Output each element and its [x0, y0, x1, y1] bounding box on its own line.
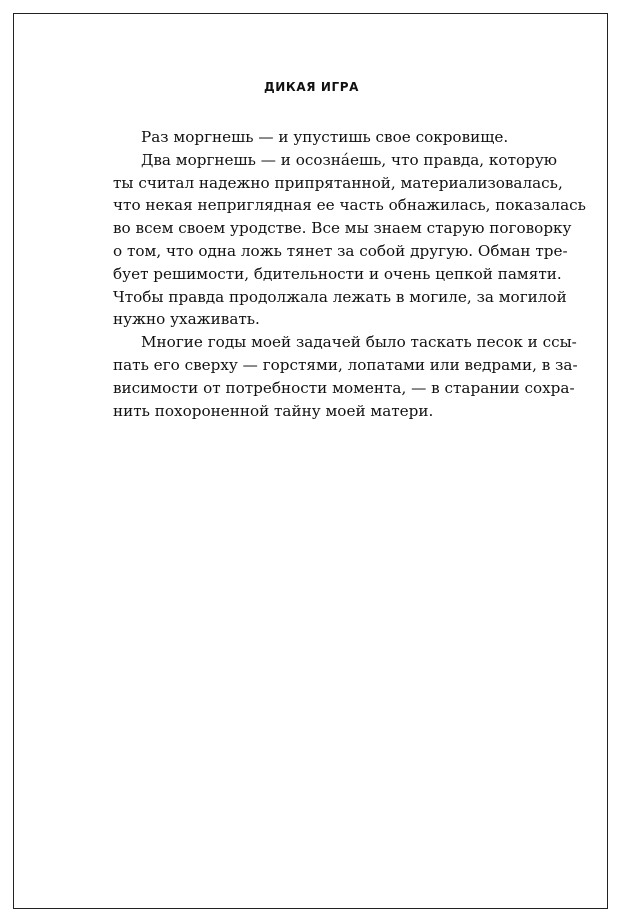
chapter-title: ДИКАЯ ИГРА [263, 80, 359, 94]
paragraph-2-line-6: бует решимости, бдительности и очень цепкой памяти. [113, 264, 562, 283]
paragraph-1-line-1: Раз моргнешь — и упустишь свое сокровище. [141, 128, 509, 146]
paragraph-3-line-4: нить похороненной тайну моей матери. [113, 401, 434, 420]
paragraph-3-line-3: висимости от потребности момента, — в старании сохра- [113, 378, 575, 397]
paragraph-3-line-2: пать его сверху — горстями, лопатами или ведрами, в за- [113, 355, 578, 374]
body-text [113, 126, 586, 422]
paragraph-2-line-2: ты считал надежно припрятанной, материализовалась, [113, 173, 563, 192]
paragraph-2-line-5: о том, что одна ложь тянет за собой другую. Обман тре- [113, 241, 568, 260]
paragraph-2-line-4: во всем своем уродстве. Все мы знаем старую поговорку [113, 219, 572, 238]
paragraph-3-line-1: Многие годы моей задачей было таскать песок и ссы- [141, 333, 577, 352]
paragraph-2-line-1: Два моргнешь — и осозна́ешь, что правда, которую [141, 150, 557, 169]
paragraph-2-line-8: нужно ухаживать. [113, 310, 260, 329]
paragraph-2-line-3: что некая неприглядная ее часть обнажилась, показалась [113, 196, 586, 215]
paragraph-2-line-7: Чтобы правда продолжала лежать в могиле, за могилой [113, 287, 567, 306]
